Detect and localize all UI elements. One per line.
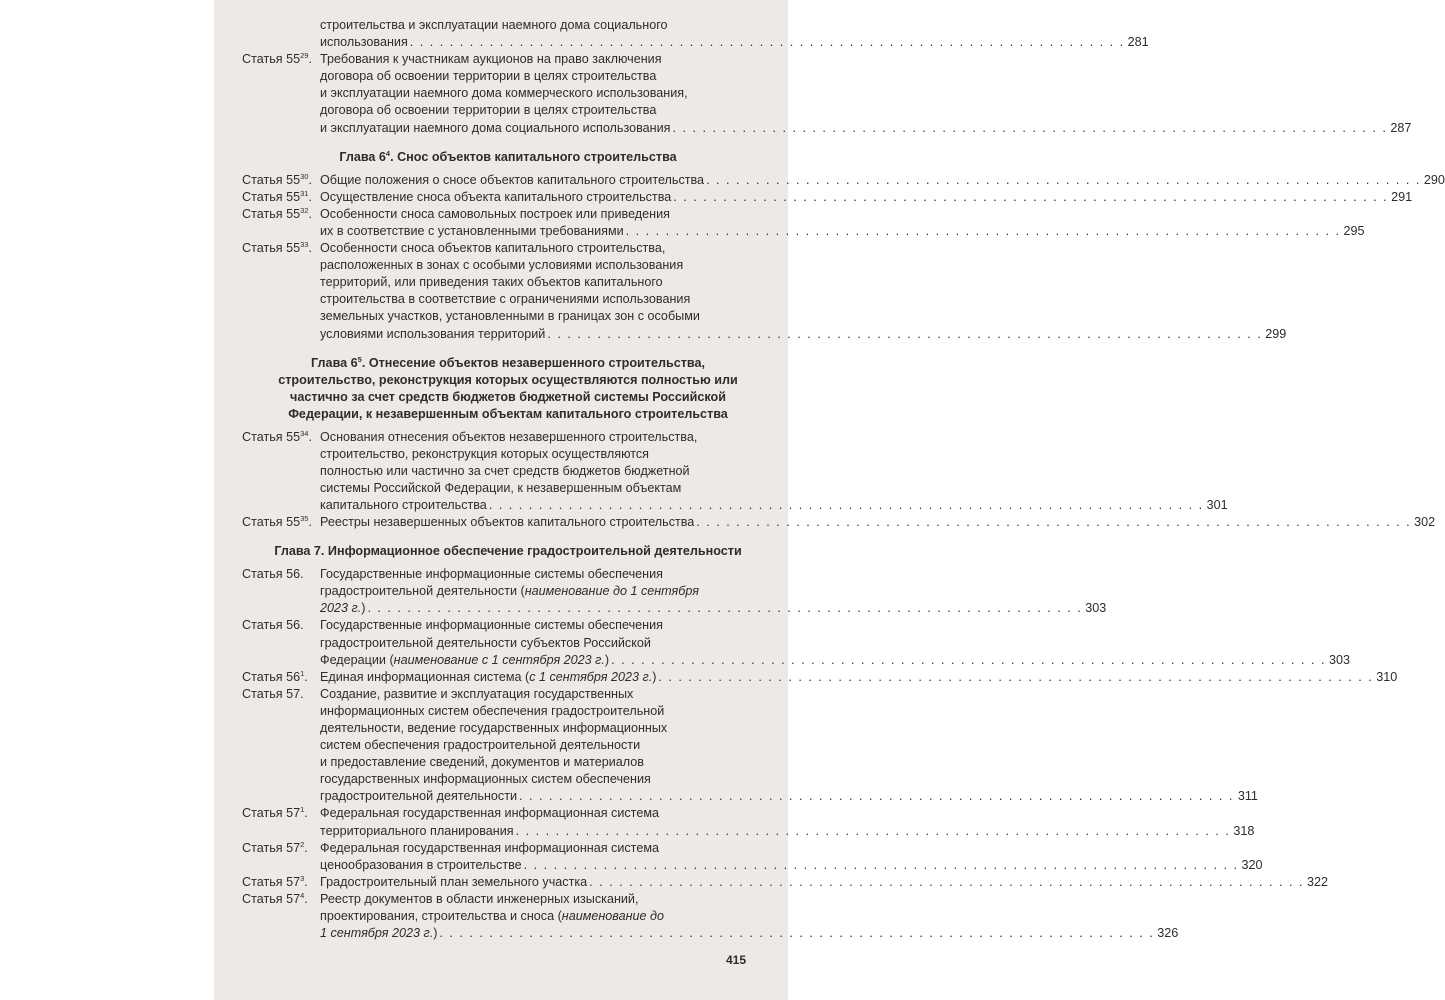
text-segment: проектирования, строительства и сноса ( [320, 909, 562, 924]
text-segment: использования [320, 35, 408, 50]
toc-entry [242, 566, 1107, 617]
toc-entry [242, 686, 1258, 806]
toc-entry [242, 205, 1365, 240]
title-line [320, 617, 774, 634]
title-line [320, 925, 1179, 942]
article-title [320, 172, 1445, 189]
title-line [320, 51, 774, 68]
page-ref: 301 [1206, 497, 1228, 512]
text-segment: частично за счет средств бюджетов бюджетной системы Российской [290, 389, 726, 404]
superscript: 4 [385, 148, 391, 158]
dot-leader: . . . . . . . . . . . . . . . . . . . . . . . . . . . . . . . . . . . . . . . . . . . . . . . . . . . . . . . . . . . . . . . . . . . . . . . . [367, 601, 1083, 616]
article-label: Статья $55^{32}$. [242, 205, 312, 221]
title-line [320, 908, 774, 925]
toc-entry [242, 839, 1263, 874]
article-label [242, 566, 320, 617]
text-segment: Единая информационная система ( [320, 669, 530, 684]
chapter-heading-line [242, 389, 774, 406]
title-line [320, 480, 774, 497]
title-line [320, 583, 774, 600]
dot-leader: . . . . . . . . . . . . . . . . . . . . . . . . . . . . . . . . . . . . . . . . . . . . . . . . . . . . . . . . . . . . . . . . . . . . . . . . [547, 326, 1263, 341]
title-line [320, 771, 774, 788]
article-label: Статья $57^4$. [242, 890, 308, 906]
article-superscript: 34 [300, 428, 309, 438]
text-segment: и предоставление сведений, документов и материалов [320, 755, 644, 770]
article-number: Статья 57. [242, 686, 304, 701]
article-superscript: 2 [300, 839, 305, 849]
page-ref: 310 [1376, 669, 1398, 684]
article-label: Статья $55^{35}$. [242, 513, 312, 530]
title-line [320, 206, 774, 223]
italic-text: 2023 г. [320, 601, 362, 616]
article-number: Статья 57 [242, 840, 301, 855]
text-segment: Требования к участникам аукционов на право заключения [320, 52, 662, 67]
article-title [320, 189, 1413, 206]
article-label: Статья $57^3$. [242, 873, 308, 889]
title-line [320, 120, 1412, 137]
article-label: Статья $55^{33}$. [242, 239, 312, 256]
toc-entry [242, 805, 1255, 839]
title-line [320, 85, 774, 102]
article-title [320, 51, 1412, 136]
title-line [320, 274, 774, 291]
text-segment: и эксплуатации наемного дома коммерческого использования, [320, 86, 688, 101]
text-segment: Глава 6 [339, 149, 386, 164]
title-line [320, 754, 774, 771]
text-segment: ) [433, 926, 438, 941]
title-line [320, 189, 1413, 206]
chapter-heading [242, 355, 774, 423]
text-segment: градостроительной деятельности ( [320, 584, 525, 599]
toc-entry [242, 873, 1329, 891]
text-segment: земельных участков, установленными в границах зон с особыми [320, 309, 700, 324]
article-superscript: 30 [300, 171, 309, 181]
title-line [320, 68, 774, 85]
text-segment: государственных информационных систем обеспечения [320, 772, 651, 787]
dot-leader: . . . . . . . . . . . . . . . . . . . . . . . . . . . . . . . . . . . . . . . . . . . . . . . . . . . . . . . . . . . . . . . . . . . . . . . . [672, 120, 1388, 135]
article-label: Статья $57^2$. [242, 839, 308, 855]
text-segment: деятельности, ведение государственных информационных [320, 721, 668, 735]
article-label [242, 17, 320, 51]
title-line [320, 720, 774, 737]
title-line [320, 737, 774, 754]
text-segment: системы Российской Федерации, к незавершенным объектам [320, 480, 682, 495]
article-number: Статья 55 [242, 241, 301, 256]
title-line [320, 857, 1263, 874]
title-line-text [320, 172, 704, 189]
text-segment: систем обеспечения градостроительной деятельности [320, 738, 641, 753]
article-superscript: 29 [300, 51, 309, 60]
page-ref: 303 [1085, 601, 1107, 616]
dot-leader: . . . . . . . . . . . . . . . . . . . . . . . . . . . . . . . . . . . . . . . . . . . . . . . . . . . . . . . . . . . . . . . . . . . . . . . . [515, 823, 1231, 838]
article-superscript: 1 [300, 668, 305, 678]
article-superscript: 4 [300, 890, 305, 900]
text-segment: Федерации ( [320, 652, 394, 667]
text-segment: Федеральная государственная информационная система [320, 806, 659, 821]
italic-text: наименование до 1 сентября [524, 584, 699, 599]
article-number: Статья 55 [242, 172, 301, 187]
article-title [320, 206, 1365, 240]
text-segment: . Отнесение объектов незавершенного строительства, [361, 355, 705, 370]
title-line-text [320, 600, 365, 617]
text-segment: Федерации, к незавершенным объектам капитального строительства [288, 406, 728, 421]
article-number: Статья 56 [242, 669, 301, 684]
text-segment: информационных систем обеспечения градостроительной [320, 703, 665, 718]
title-line-text [320, 497, 487, 514]
text-segment: договора об освоении территории в целях строительства [320, 69, 657, 84]
toc-entry [242, 617, 1350, 668]
article-label: Статья $55^{30}$. [242, 171, 312, 187]
article-number: Статья 57 [242, 874, 301, 889]
chapter-heading [242, 149, 774, 166]
title-line-text [320, 925, 437, 942]
text-segment: строительство, реконструкция которых осуществляются [320, 446, 649, 461]
page-ref: 281 [1127, 35, 1149, 50]
page-ref: 311 [1237, 789, 1258, 804]
text-segment: ) [604, 652, 610, 667]
text-segment: градостроительной деятельности [320, 789, 518, 804]
article-superscript: 33 [300, 239, 309, 249]
title-line [320, 635, 774, 652]
page-ref: 287 [1390, 120, 1412, 135]
title-line-text [320, 326, 545, 343]
text-segment: расположенных в зонах с особыми условиями использования [320, 258, 684, 273]
toc-entry [242, 188, 1413, 206]
article-number: Статья 55 [242, 429, 301, 444]
italic-text: с 1 сентября 2023 г. [529, 669, 653, 684]
title-line [320, 291, 774, 308]
toc-entry [242, 51, 1412, 136]
title-line [320, 102, 774, 119]
toc-entry [242, 513, 1436, 531]
italic-text: наименование до [561, 909, 665, 924]
title-line-text [320, 223, 624, 240]
toc-entry [242, 428, 1228, 514]
text-segment: Осуществление сноса объекта капитального строительства [320, 189, 672, 204]
chapter-heading-line [242, 149, 774, 166]
article-label [242, 617, 320, 668]
article-title [320, 429, 1228, 514]
page-ref: 326 [1157, 926, 1179, 941]
article-superscript: 35 [300, 513, 309, 523]
text-segment: Глава 7. Информационное обеспечение градостроительной деятельности [274, 544, 742, 559]
text-segment: Федеральная государственная информационная система [320, 840, 659, 855]
title-line-text [320, 857, 522, 874]
article-title [320, 17, 1149, 51]
title-line-text [320, 823, 514, 840]
dot-leader: . . . . . . . . . . . . . . . . . . . . . . . . . . . . . . . . . . . . . . . . . . . . . . . . . . . . . . . . . . . . . . . . . . . . . . . . [409, 35, 1125, 50]
article-number: Статья 55 [242, 206, 301, 221]
article-title [320, 240, 1287, 343]
title-line-text [320, 120, 670, 137]
page-ref: 322 [1307, 874, 1329, 889]
dot-leader: . . . . . . . . . . . . . . . . . . . . . . . . . . . . . . . . . . . . . . . . . . . . . . . . . . . . . . . . . . . . . . . . . . . . . . . . [589, 874, 1305, 889]
chapter-heading-line [242, 355, 774, 372]
title-line [320, 823, 1255, 840]
title-line [320, 172, 1445, 189]
toc-entry [242, 17, 1149, 51]
title-line [320, 34, 1149, 51]
text-segment: территориального планирования [320, 823, 514, 838]
title-line [320, 600, 1107, 617]
text-segment: Реестр документов в области инженерных изысканий, [320, 891, 639, 906]
title-line [320, 514, 1436, 531]
text-segment: договора об освоении территории в целях строительства [320, 103, 657, 118]
text-segment: капитального строительства [320, 497, 487, 512]
chapter-heading-line [242, 543, 774, 560]
article-number: Статья 55 [242, 189, 301, 204]
page-ref: 299 [1265, 326, 1287, 341]
article-label: Статья $55^{31}$. [242, 188, 312, 204]
article-number: Статья 56. [242, 567, 304, 582]
article-label: Статья $55^{34}$. [242, 428, 312, 444]
title-line [320, 788, 1258, 805]
text-segment: Создание, развитие и эксплуатация государственных [320, 686, 634, 701]
book-page [214, 0, 1445, 1000]
dot-leader: . . . . . . . . . . . . . . . . . . . . . . . . . . . . . . . . . . . . . . . . . . . . . . . . . . . . . . . . . . . . . . . . . . . . . . . . [706, 172, 1421, 187]
title-line [320, 326, 1287, 343]
article-title [320, 840, 1263, 874]
article-label: Статья $56^1$. [242, 668, 308, 684]
article-label: Статья $55^{29}$. [242, 51, 312, 67]
text-segment: их в соответствие с установленными требованиями [320, 223, 624, 238]
title-line-text [320, 514, 694, 531]
dot-leader: . . . . . . . . . . . . . . . . . . . . . . . . . . . . . . . . . . . . . . . . . . . . . . . . . . . . . . . . . . . . . . . . . . . . . . . . [439, 926, 1155, 941]
text-segment: и эксплуатации наемного дома социального использования [320, 120, 671, 135]
text-segment: Реестры незавершенных объектов капитального строительства [320, 515, 695, 530]
title-line [320, 446, 774, 463]
text-segment: градостроительной деятельности субъектов Российской [320, 635, 651, 650]
text-segment: территорий, или приведения таких объектов капитального [320, 275, 663, 290]
title-line [320, 703, 774, 720]
text-segment: условиями использования территорий [320, 326, 546, 341]
title-line [320, 652, 1350, 669]
title-line-text [320, 652, 609, 669]
article-title [320, 891, 1179, 942]
title-line [320, 891, 774, 908]
article-title [320, 805, 1255, 839]
text-segment: Особенности сноса объектов капитального строительства, [320, 241, 666, 256]
title-line [320, 223, 1365, 240]
article-number: Статья 57 [242, 806, 301, 821]
text-segment: ) [361, 601, 366, 616]
article-number: Статья 56. [242, 618, 304, 633]
article-title [320, 514, 1436, 531]
article-number: Статья 57 [242, 891, 301, 906]
title-line [320, 566, 774, 583]
text-segment: строительства и эксплуатации наемного дома социального [320, 18, 668, 32]
title-line [320, 805, 774, 822]
chapter-heading-line [242, 406, 774, 423]
dot-leader: . . . . . . . . . . . . . . . . . . . . . . . . . . . . . . . . . . . . . . . . . . . . . . . . . . . . . . . . . . . . . . . . . . . . . . . . [611, 652, 1326, 667]
italic-text: 1 сентября 2023 г. [320, 926, 434, 941]
dot-leader: . . . . . . . . . . . . . . . . . . . . . . . . . . . . . . . . . . . . . . . . . . . . . . . . . . . . . . . . . . . . . . . . . . . . . . . . [523, 857, 1239, 872]
dot-leader: . . . . . . . . . . . . . . . . . . . . . . . . . . . . . . . . . . . . . . . . . . . . . . . . . . . . . . . . . . . . . . . . . . . . . . . . [696, 515, 1412, 530]
title-line [320, 17, 774, 34]
page-number: 415 [725, 953, 746, 967]
article-superscript: 1 [300, 805, 305, 815]
toc-entry [242, 668, 1398, 686]
page-ref: 302 [1414, 515, 1436, 530]
title-line [320, 308, 774, 325]
title-line [320, 497, 1228, 514]
page-ref: 290 [1423, 172, 1445, 187]
dot-leader: . . . . . . . . . . . . . . . . . . . . . . . . . . . . . . . . . . . . . . . . . . . . . . . . . . . . . . . . . . . . . . . . . . . . . . . . [658, 669, 1374, 684]
text-segment: Основания отнесения объектов незавершенного строительства, [320, 429, 698, 444]
title-line [320, 429, 774, 446]
text-segment: строительства в соответствие с ограничениями использования [320, 292, 691, 307]
text-segment: Градостроительный план земельного участка [320, 874, 588, 889]
article-title [320, 617, 1350, 668]
title-line [320, 240, 774, 257]
text-segment: ценообразования в строительстве [320, 857, 522, 872]
dot-leader: . . . . . . . . . . . . . . . . . . . . . . . . . . . . . . . . . . . . . . . . . . . . . . . . . . . . . . . . . . . . . . . . . . . . . . . . [673, 189, 1389, 204]
toc-entry [242, 890, 1179, 942]
title-line-text [320, 874, 587, 891]
dot-leader: . . . . . . . . . . . . . . . . . . . . . . . . . . . . . . . . . . . . . . . . . . . . . . . . . . . . . . . . . . . . . . . . . . . . . . . . [488, 497, 1204, 512]
article-superscript: 32 [300, 205, 309, 215]
toc-entry [242, 239, 1287, 343]
text-segment: Государственные информационные системы обеспечения [320, 567, 663, 582]
dot-leader: . . . . . . . . . . . . . . . . . . . . . . . . . . . . . . . . . . . . . . . . . . . . . . . . . . . . . . . . . . . . . . . . . . . . . . . . [625, 223, 1341, 238]
text-segment: полностью или частично за счет средств бюджетов бюджетной [320, 463, 690, 478]
article-title [320, 669, 1398, 686]
dot-leader: . . . . . . . . . . . . . . . . . . . . . . . . . . . . . . . . . . . . . . . . . . . . . . . . . . . . . . . . . . . . . . . . . . . . . . . . [519, 789, 1234, 804]
title-line [320, 257, 774, 274]
article-superscript: 31 [300, 188, 309, 198]
article-superscript: 3 [300, 873, 305, 883]
article-label: Статья $57^1$. [242, 805, 308, 821]
article-label [242, 686, 320, 806]
title-line [320, 463, 774, 480]
text-segment: Особенности сноса самовольных построек или приведения [320, 206, 670, 221]
title-line-text [320, 34, 408, 51]
text-segment: Глава 6 [311, 355, 358, 370]
title-line [320, 686, 774, 703]
table-of-contents [242, 17, 1445, 942]
page-ref: 318 [1233, 823, 1255, 838]
page-ref: 291 [1391, 189, 1413, 204]
article-title [320, 874, 1329, 891]
title-line [320, 874, 1329, 891]
chapter-heading [242, 543, 774, 560]
article-title [320, 686, 1258, 806]
title-line-text [320, 669, 656, 686]
article-number: Статья 55 [242, 515, 301, 530]
superscript: 5 [357, 354, 362, 364]
page-ref: 303 [1328, 652, 1350, 667]
title-line-text [320, 189, 671, 206]
text-segment: строительство, реконструкция которых осуществляются полностью или [278, 372, 738, 387]
italic-text: наименование с 1 сентября 2023 г. [393, 652, 605, 667]
text-segment: Общие положения о сносе объектов капитального строительства [320, 172, 705, 187]
text-segment: . Снос объектов капитального строительства [390, 149, 677, 164]
chapter-heading-line [242, 372, 774, 389]
title-line [320, 840, 774, 857]
text-segment: Государственные информационные системы обеспечения [320, 618, 663, 633]
text-segment: ) [652, 669, 657, 684]
page-ref: 295 [1343, 223, 1365, 238]
toc-entry [242, 171, 1445, 189]
title-line-text [320, 788, 517, 805]
article-number: Статья 55 [242, 52, 301, 67]
title-line [320, 669, 1398, 686]
article-title [320, 566, 1107, 617]
page-ref: 320 [1241, 857, 1263, 872]
